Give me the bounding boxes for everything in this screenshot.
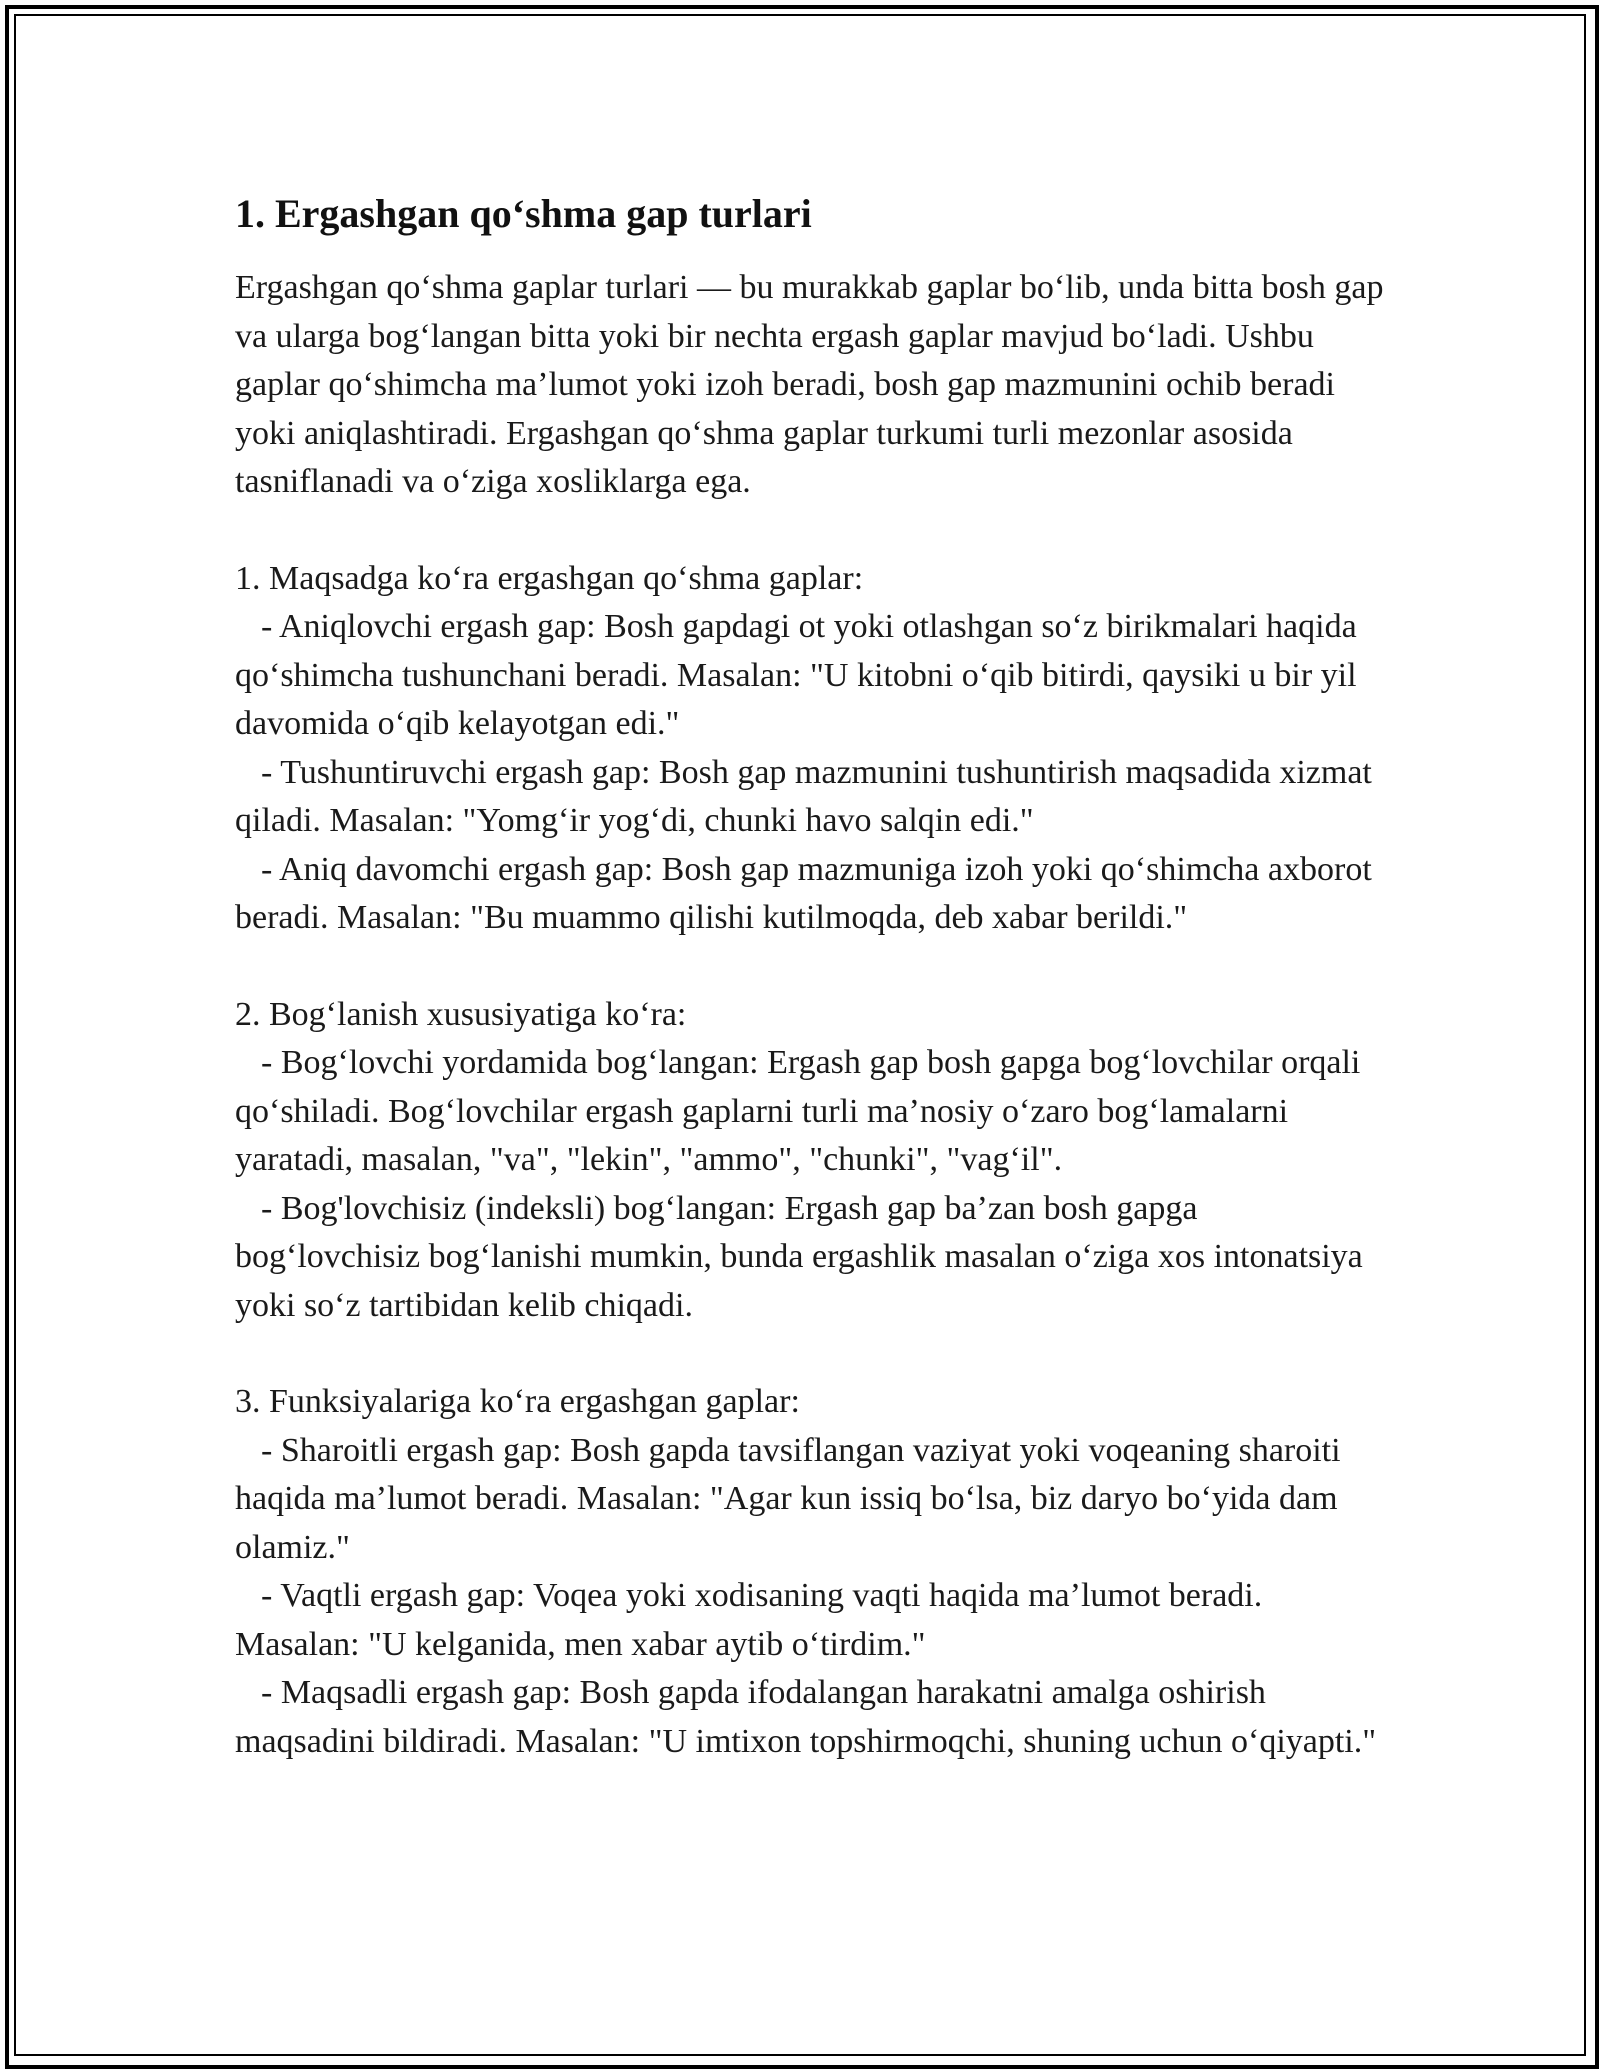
- intro-paragraph: Ergashgan qo‘shma gaplar turlari — bu murakkab gaplar bo‘lib, unda bitta bosh gap va ularga bog‘langan bitta yoki bir nechta ergash gaplar mavjud bo‘ladi. Ushbu gaplar qo‘shimcha ma’lumot yoki izoh beradi, bosh gap mazmunini ochib beradi yoki aniqlashtiradi. Ergashgan qo‘shma gaplar turkumi turli mezonlar asosida tasniflanadi va o‘ziga xosliklarga ega.: [235, 269, 1384, 500]
- document-body: [235, 186, 1385, 1814]
- list-item: - Tushuntiruvchi ergash gap: Bosh gap mazmunini tushuntirish maqsadida xizmat qiladi. Masalan: "Yomg‘ir yog‘di, chunki havo salqin edi.": [235, 753, 1372, 839]
- document-title: 1. Ergashgan qo‘shma gap turlari: [235, 191, 812, 236]
- section-heading: 2. Bog‘lanish xususiyatiga ko‘ra:: [235, 995, 687, 1033]
- section-heading: 3. Funksiyalariga ko‘ra ergashgan gaplar:: [235, 1383, 800, 1420]
- list-item: - Sharoitli ergash gap: Bosh gapda tavsiflangan vaziyat yoki voqeaning sharoiti haqida ma’lumot beradi. Masalan: "Agar kun issiq bo‘lsa, biz daryo bo‘yida dam olamiz.": [235, 1431, 1341, 1566]
- section-2: [235, 991, 1385, 1331]
- list-item: - Vaqtli ergash gap: Voqea yoki xodisaning vaqti haqida ma’lumot beradi. Masalan: "U kelganida, men xabar aytib o‘tirdim.": [235, 1577, 1263, 1663]
- list-item: - Aniqlovchi ergash gap: Bosh gapdagi ot yoki otlashgan so‘z birikmalari haqida qo‘shimcha tushunchani beradi. Masalan: "U kitobni o‘qib bitirdi, qaysiki u bir yil davomida o‘qib kelayotgan edi.": [235, 608, 1357, 742]
- list-item: - Bog‘lovchi yordamida bog‘langan: Ergash gap bosh gapga bog‘lovchilar orqali qo‘shiladi. Bog‘lovchilar ergash gaplarni turli ma’nosiy o‘zaro bog‘lamalarni yaratadi, masalan, "va", "lekin", "ammo", "chunki", "vag‘il".: [235, 1044, 1361, 1178]
- list-item: - Aniq davomchi ergash gap: Bosh gap mazmuniga izoh yoki qo‘shimcha axborot beradi. Masalan: "Bu muammo qilishi kutilmoqda, deb xabar berildi.": [235, 850, 1372, 936]
- list-item: - Bog'lovchisiz (indeksli) bog‘langan: Ergash gap ba’zan bosh gapga bog‘lovchisiz bog‘lanishi mumkin, bunda ergashlik masalan o‘ziga xos intonatsiya yoki so‘z tartibidan kelib chiqadi.: [235, 1189, 1363, 1324]
- section-3: [235, 1378, 1385, 1766]
- section-heading: 1. Maqsadga ko‘ra ergashgan qo‘shma gaplar:: [235, 559, 864, 597]
- section-1: [235, 555, 1385, 943]
- list-item: - Maqsadli ergash gap: Bosh gapda ifodalangan harakatni amalga oshirish maqsadini bildiradi. Masalan: "U imtixon topshirmoqchi, shuning uchun o‘qiyapti.": [235, 1674, 1377, 1760]
